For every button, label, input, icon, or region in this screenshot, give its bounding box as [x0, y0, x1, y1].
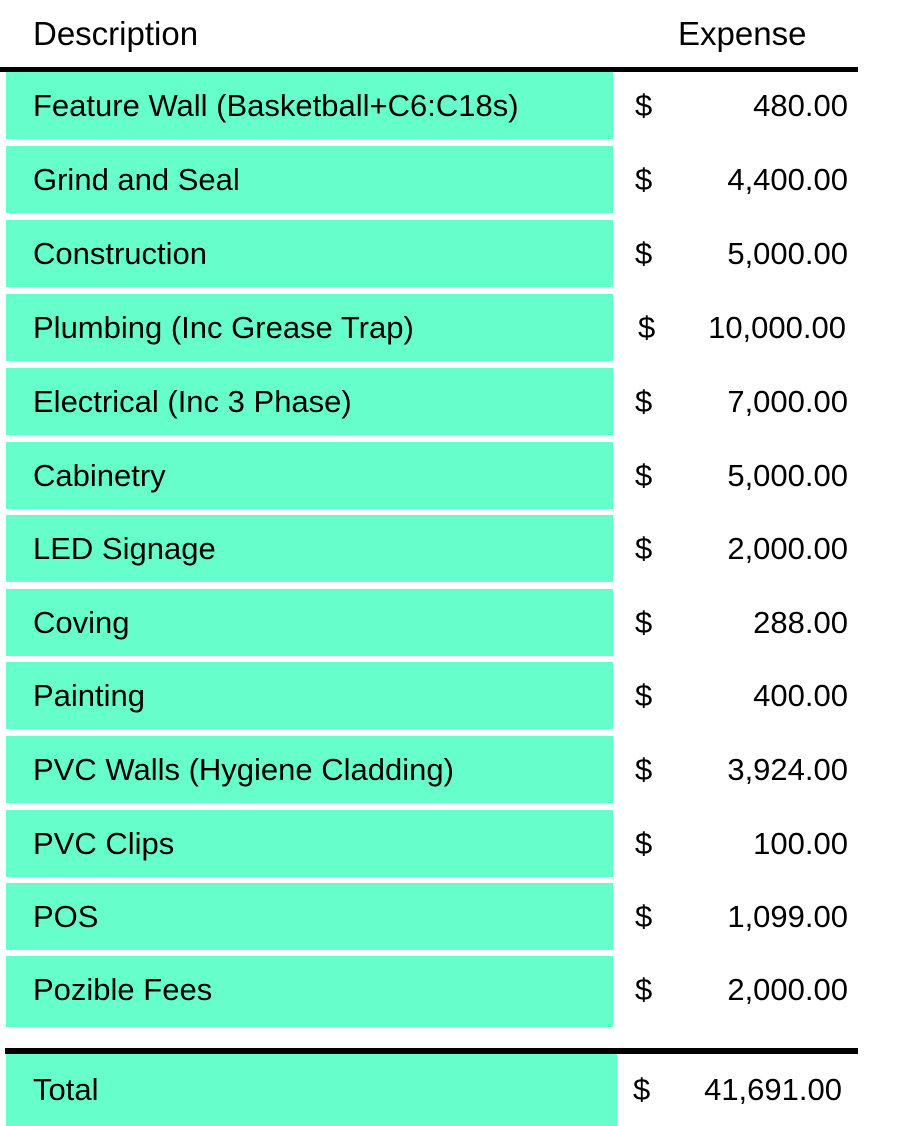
expense-amount: 5,000.00 — [727, 236, 848, 271]
table-row — [0, 883, 900, 957]
description-text: LED Signage — [33, 531, 216, 566]
description-text: PVC Clips — [33, 826, 175, 861]
description-text: POS — [33, 899, 99, 934]
currency-symbol: $ — [635, 678, 653, 713]
description-cell — [6, 442, 613, 509]
table-row — [0, 589, 900, 663]
currency-symbol: $ — [635, 88, 653, 123]
description-cell — [6, 515, 613, 582]
table-row — [0, 294, 900, 368]
currency-symbol: $ — [635, 458, 653, 493]
description-text: Painting — [33, 678, 146, 713]
currency-symbol: $ — [635, 162, 653, 197]
total-row — [0, 1054, 900, 1126]
description-text: PVC Walls (Hygiene Cladding) — [33, 752, 454, 787]
table-row — [0, 368, 900, 442]
expense-amount: 3,924.00 — [727, 752, 848, 787]
table-row — [0, 515, 900, 589]
total-label: Total — [33, 1072, 99, 1107]
description-cell — [6, 146, 613, 213]
description-cell — [6, 810, 613, 877]
currency-symbol: $ — [635, 605, 653, 640]
table-row — [0, 662, 900, 736]
table-row — [0, 736, 900, 810]
expense-amount: 4,400.00 — [727, 162, 848, 197]
currency-symbol: $ — [635, 384, 653, 419]
currency-symbol: $ — [635, 972, 653, 1007]
description-cell — [6, 736, 613, 803]
currency-symbol: $ — [635, 531, 653, 566]
total-currency-symbol: $ — [633, 1072, 651, 1107]
expense-amount: 480.00 — [753, 88, 848, 123]
currency-symbol: $ — [635, 236, 653, 271]
total-amount: 41,691.00 — [704, 1072, 842, 1107]
description-text: Plumbing (Inc Grease Trap) — [33, 310, 414, 345]
currency-symbol: $ — [638, 310, 656, 345]
expense-amount: 2,000.00 — [727, 972, 848, 1007]
expense-amount: 2,000.00 — [727, 531, 848, 566]
description-text: Cabinetry — [33, 458, 166, 493]
expense-amount: 100.00 — [753, 826, 848, 861]
table-row — [0, 220, 900, 294]
expense-amount: 400.00 — [753, 678, 848, 713]
table-row — [0, 442, 900, 516]
expense-amount: 10,000.00 — [708, 310, 846, 345]
description-cell — [6, 883, 613, 950]
expense-column-header: Expense — [678, 15, 807, 52]
expense-amount: 7,000.00 — [727, 384, 848, 419]
expense-amount: 288.00 — [753, 605, 848, 640]
currency-symbol: $ — [635, 752, 653, 787]
description-cell — [6, 294, 613, 361]
table-row — [0, 956, 900, 1030]
description-cell — [6, 368, 613, 435]
currency-symbol: $ — [635, 899, 653, 934]
description-cell — [6, 662, 613, 729]
description-text: Coving — [33, 605, 130, 640]
description-text: Feature Wall (Basketball+C6:C18s) — [33, 88, 519, 123]
description-text: Construction — [33, 236, 208, 271]
table-row — [0, 146, 900, 220]
table-row — [0, 72, 900, 146]
description-cell — [6, 72, 613, 139]
description-column-header: Description — [33, 15, 199, 52]
table-row — [0, 810, 900, 884]
description-text: Electrical (Inc 3 Phase) — [33, 384, 352, 419]
description-text: Grind and Seal — [33, 162, 240, 197]
table-header — [0, 0, 900, 68]
description-text: Pozible Fees — [33, 972, 213, 1007]
description-cell — [6, 956, 613, 1027]
currency-symbol: $ — [635, 826, 653, 861]
expense-amount: 1,099.00 — [727, 899, 848, 934]
description-cell — [6, 589, 613, 656]
total-label-cell — [6, 1054, 617, 1126]
description-cell — [6, 220, 613, 287]
expense-amount: 5,000.00 — [727, 458, 848, 493]
